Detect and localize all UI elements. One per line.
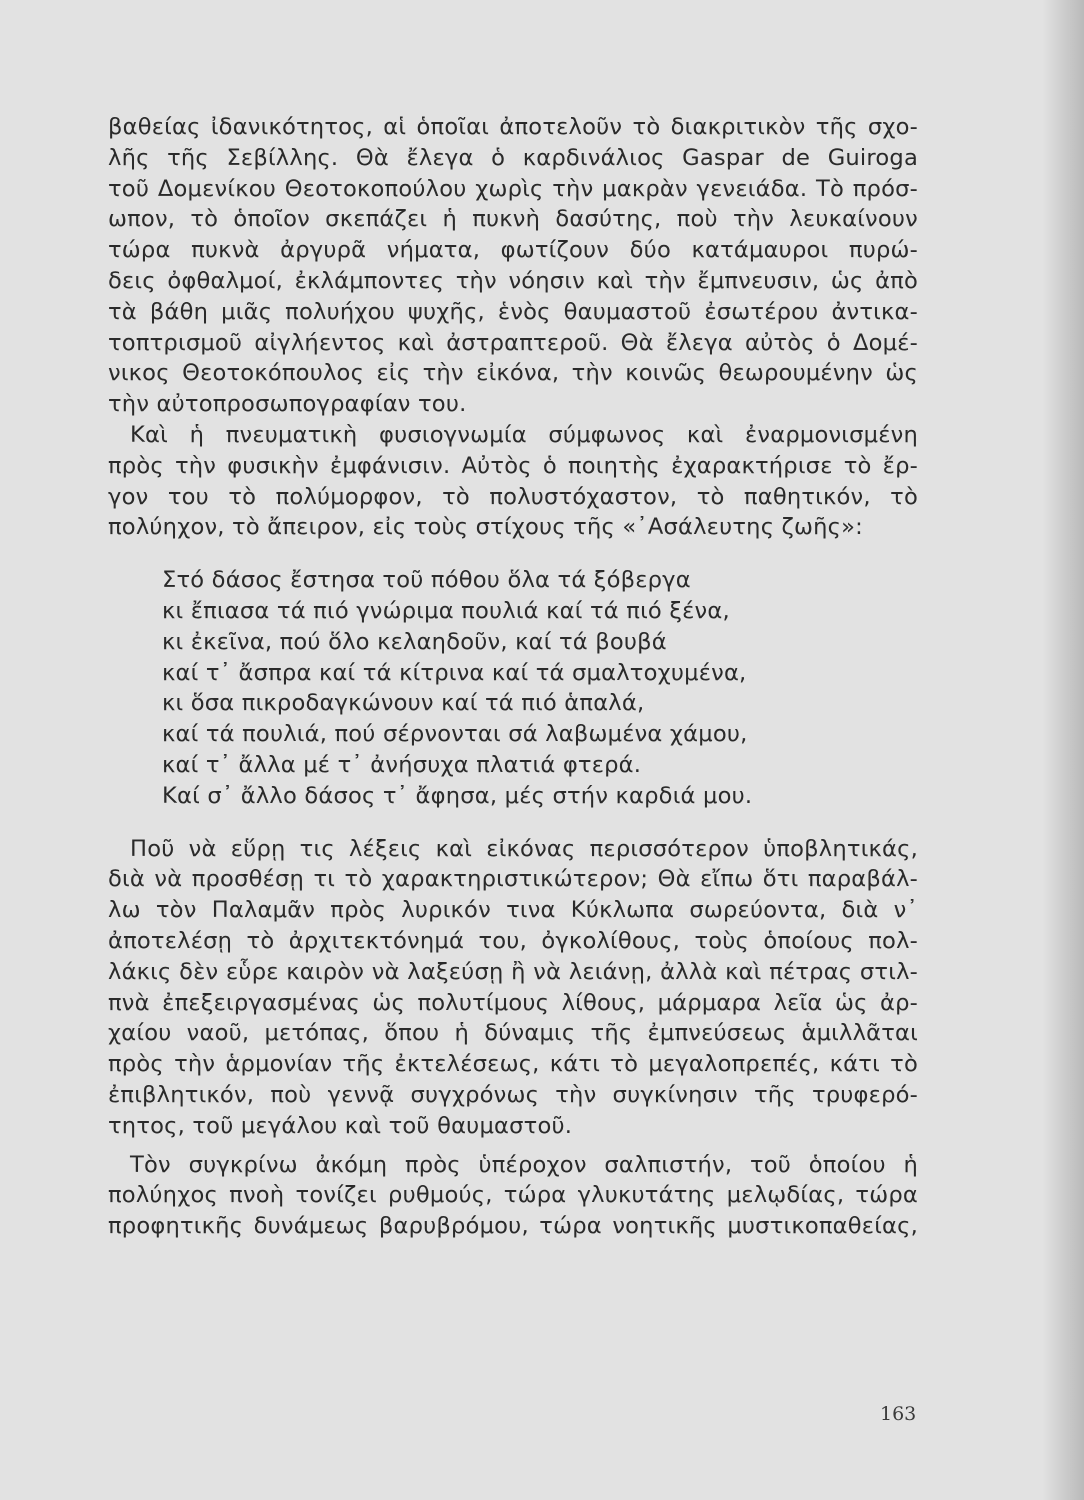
- paragraph-1: [108, 112, 918, 420]
- text-line: τὰ βάθη μιᾶς πολυήχου ψυχῆς, ἑνὸς θαυμαστοῦ ἐσωτέρου ἀντικα-: [108, 298, 918, 325]
- text-line: ωπον, τὸ ὁποῖον σκεπάζει ἡ πυκνὴ δασύτης, ποὺ τὴν λευκαίνουν: [108, 206, 918, 233]
- text-line: πολύηχον, τὸ ἄπειρον, εἰς τοὺς στίχους τῆς «᾿Ασάλευτης ζωῆς»:: [108, 514, 863, 541]
- verse-line: κι ἐκεῖνα, πού ὅλο κελαηδοῦν, καί τά βουβά: [162, 628, 667, 655]
- text-line: πνὰ ἐπεξειργασμένας ὡς πολυτίμους λίθους, μάρμαρα λεῖα ὡς ἀρ-: [108, 989, 918, 1016]
- text-line: λάκις δὲν εὗρε καιρὸν νὰ λαξεύσῃ ἢ νὰ λειάνῃ, ἀλλὰ καὶ πέτρας στιλ-: [108, 958, 918, 985]
- text-line: τοῦ Δομενίκου Θεοτοκοπούλου χωρὶς τὴν μακρὰν γενειάδα. Τὸ πρόσ-: [108, 175, 918, 202]
- paragraph-3: [108, 834, 918, 1142]
- text-line: χαίου ναοῦ, μετόπας, ὅπου ἡ δύναμις τῆς ἐμπνεύσεως ἁμιλλᾶται: [108, 1020, 918, 1047]
- text-line: προφητικῆς δυνάμεως βαρυβρόμου, τώρα νοητικῆς μυστικοπαθείας,: [108, 1213, 918, 1240]
- text-line: Καὶ ἡ πνευματικὴ φυσιογνωμία σύμφωνος καὶ ἐναρμονισμένη: [130, 421, 918, 448]
- poem-verse: [108, 565, 918, 811]
- verse-line: κι ἔπιασα τά πιό γνώριμα πουλιά καί τά πιό ξένα,: [162, 597, 730, 624]
- paragraph-2: [108, 420, 918, 543]
- verse-line: καί τά πουλιά, πού σέρνονται σά λαβωμένα χάμου,: [162, 721, 748, 748]
- text-line: τώρα πυκνὰ ἀργυρᾶ νήματα, φωτίζουν δύο κατάμαυροι πυρώ-: [108, 237, 918, 264]
- verse-line: Στό δάσος ἔστησα τοῦ πόθου ὅλα τά ξόβεργα: [162, 567, 691, 594]
- text-line: διὰ νὰ προσθέσῃ τι τὸ χαρακτηριστικώτερον; Θὰ εἴπω ὅτι παραβάλ-: [108, 866, 918, 893]
- text-line: τοπτρισμοῦ αἰγλήεντος καὶ ἀστραπτεροῦ. Θὰ ἔλεγα αὐτὸς ὁ Δομέ-: [108, 329, 918, 356]
- binding-shadow: [1042, 0, 1084, 1500]
- paragraph-4: [108, 1150, 918, 1242]
- spacer: [108, 812, 918, 834]
- verse-line: κι ὅσα πικροδαγκώνουν καί τά πιό ἁπαλά,: [162, 690, 645, 717]
- text-line: βαθείας ἰδανικότητος, αἱ ὁποῖαι ἀποτελοῦν τὸ διακριτικὸν τῆς σχο-: [108, 114, 918, 140]
- verse-line: καί τ᾿ ἄσπρα καί τά κίτρινα καί τά σμαλτοχυμένα,: [162, 659, 747, 686]
- text-line: τητος, τοῦ μεγάλου καὶ τοῦ θαυμαστοῦ.: [108, 1112, 573, 1139]
- text-line: πρὸς τὴν φυσικὴν ἐμφάνισιν. Αὐτὸς ὁ ποιητὴς ἐχαρακτήρισε τὸ ἔρ-: [108, 452, 918, 479]
- verse-line: Καί σ᾿ ἄλλο δάσος τ᾿ ἄφησα, μές στήν καρδιά μου.: [162, 782, 753, 809]
- text-line: πρὸς τὴν ἁρμονίαν τῆς ἐκτελέσεως, κάτι τὸ μεγαλοπρεπές, κάτι τὸ: [108, 1051, 918, 1078]
- spacer: [108, 1142, 918, 1150]
- text-line: λῆς τῆς Σεβίλλης. Θὰ ἔλεγα ὁ καρδινάλιος Gaspar de Guiroga: [108, 144, 918, 171]
- text-line: ἐπιβλητικόν, ποὺ γεννᾷ συγχρόνως τὴν συγκίνησιν τῆς τρυφερό-: [108, 1081, 918, 1108]
- verse-line: καί τ᾿ ἄλλα μέ τ᾿ ἀνήσυχα πλατιά φτερά.: [162, 751, 642, 778]
- text-line: πολύηχος πνοὴ τονίζει ρυθμούς, τώρα γλυκυτάτης μελῳδίας, τώρα: [108, 1182, 918, 1209]
- text-line: λω τὸν Παλαμᾶν πρὸς λυρικόν τινα Κύκλωπα σωρεύοντα, διὰ ν᾿: [108, 897, 918, 924]
- page-number: 163: [880, 1403, 917, 1425]
- text-line: Τὸν συγκρίνω ἀκόμη πρὸς ὑπέροχον σαλπιστήν, τοῦ ὁποίου ἡ: [130, 1151, 918, 1178]
- text-line: Ποῦ νὰ εὕρῃ τις λέξεις καὶ εἰκόνας περισσότερον ὑποβλητικάς,: [130, 835, 918, 862]
- spacer: [108, 543, 918, 565]
- text-line: ἀποτελέσῃ τὸ ἀρχιτεκτόνημά του, ὀγκολίθους, τοὺς ὁποίους πολ-: [108, 927, 918, 954]
- text-line: τὴν αὐτοπροσωπογραφίαν του.: [108, 391, 467, 418]
- text-line: γον του τὸ πολύμορφον, τὸ πολυστόχαστον, τὸ παθητικόν, τὸ: [108, 483, 918, 510]
- text-line: δεις ὀφθαλμοί, ἐκλάμποντες τὴν νόησιν καὶ τὴν ἔμπνευσιν, ὡς ἀπὸ: [108, 267, 918, 294]
- text-line: νικος Θεοτοκόπουλος εἰς τὴν εἰκόνα, τὴν κοινῶς θεωρουμένην ὡς: [108, 360, 918, 387]
- page-body-text: [108, 112, 918, 1242]
